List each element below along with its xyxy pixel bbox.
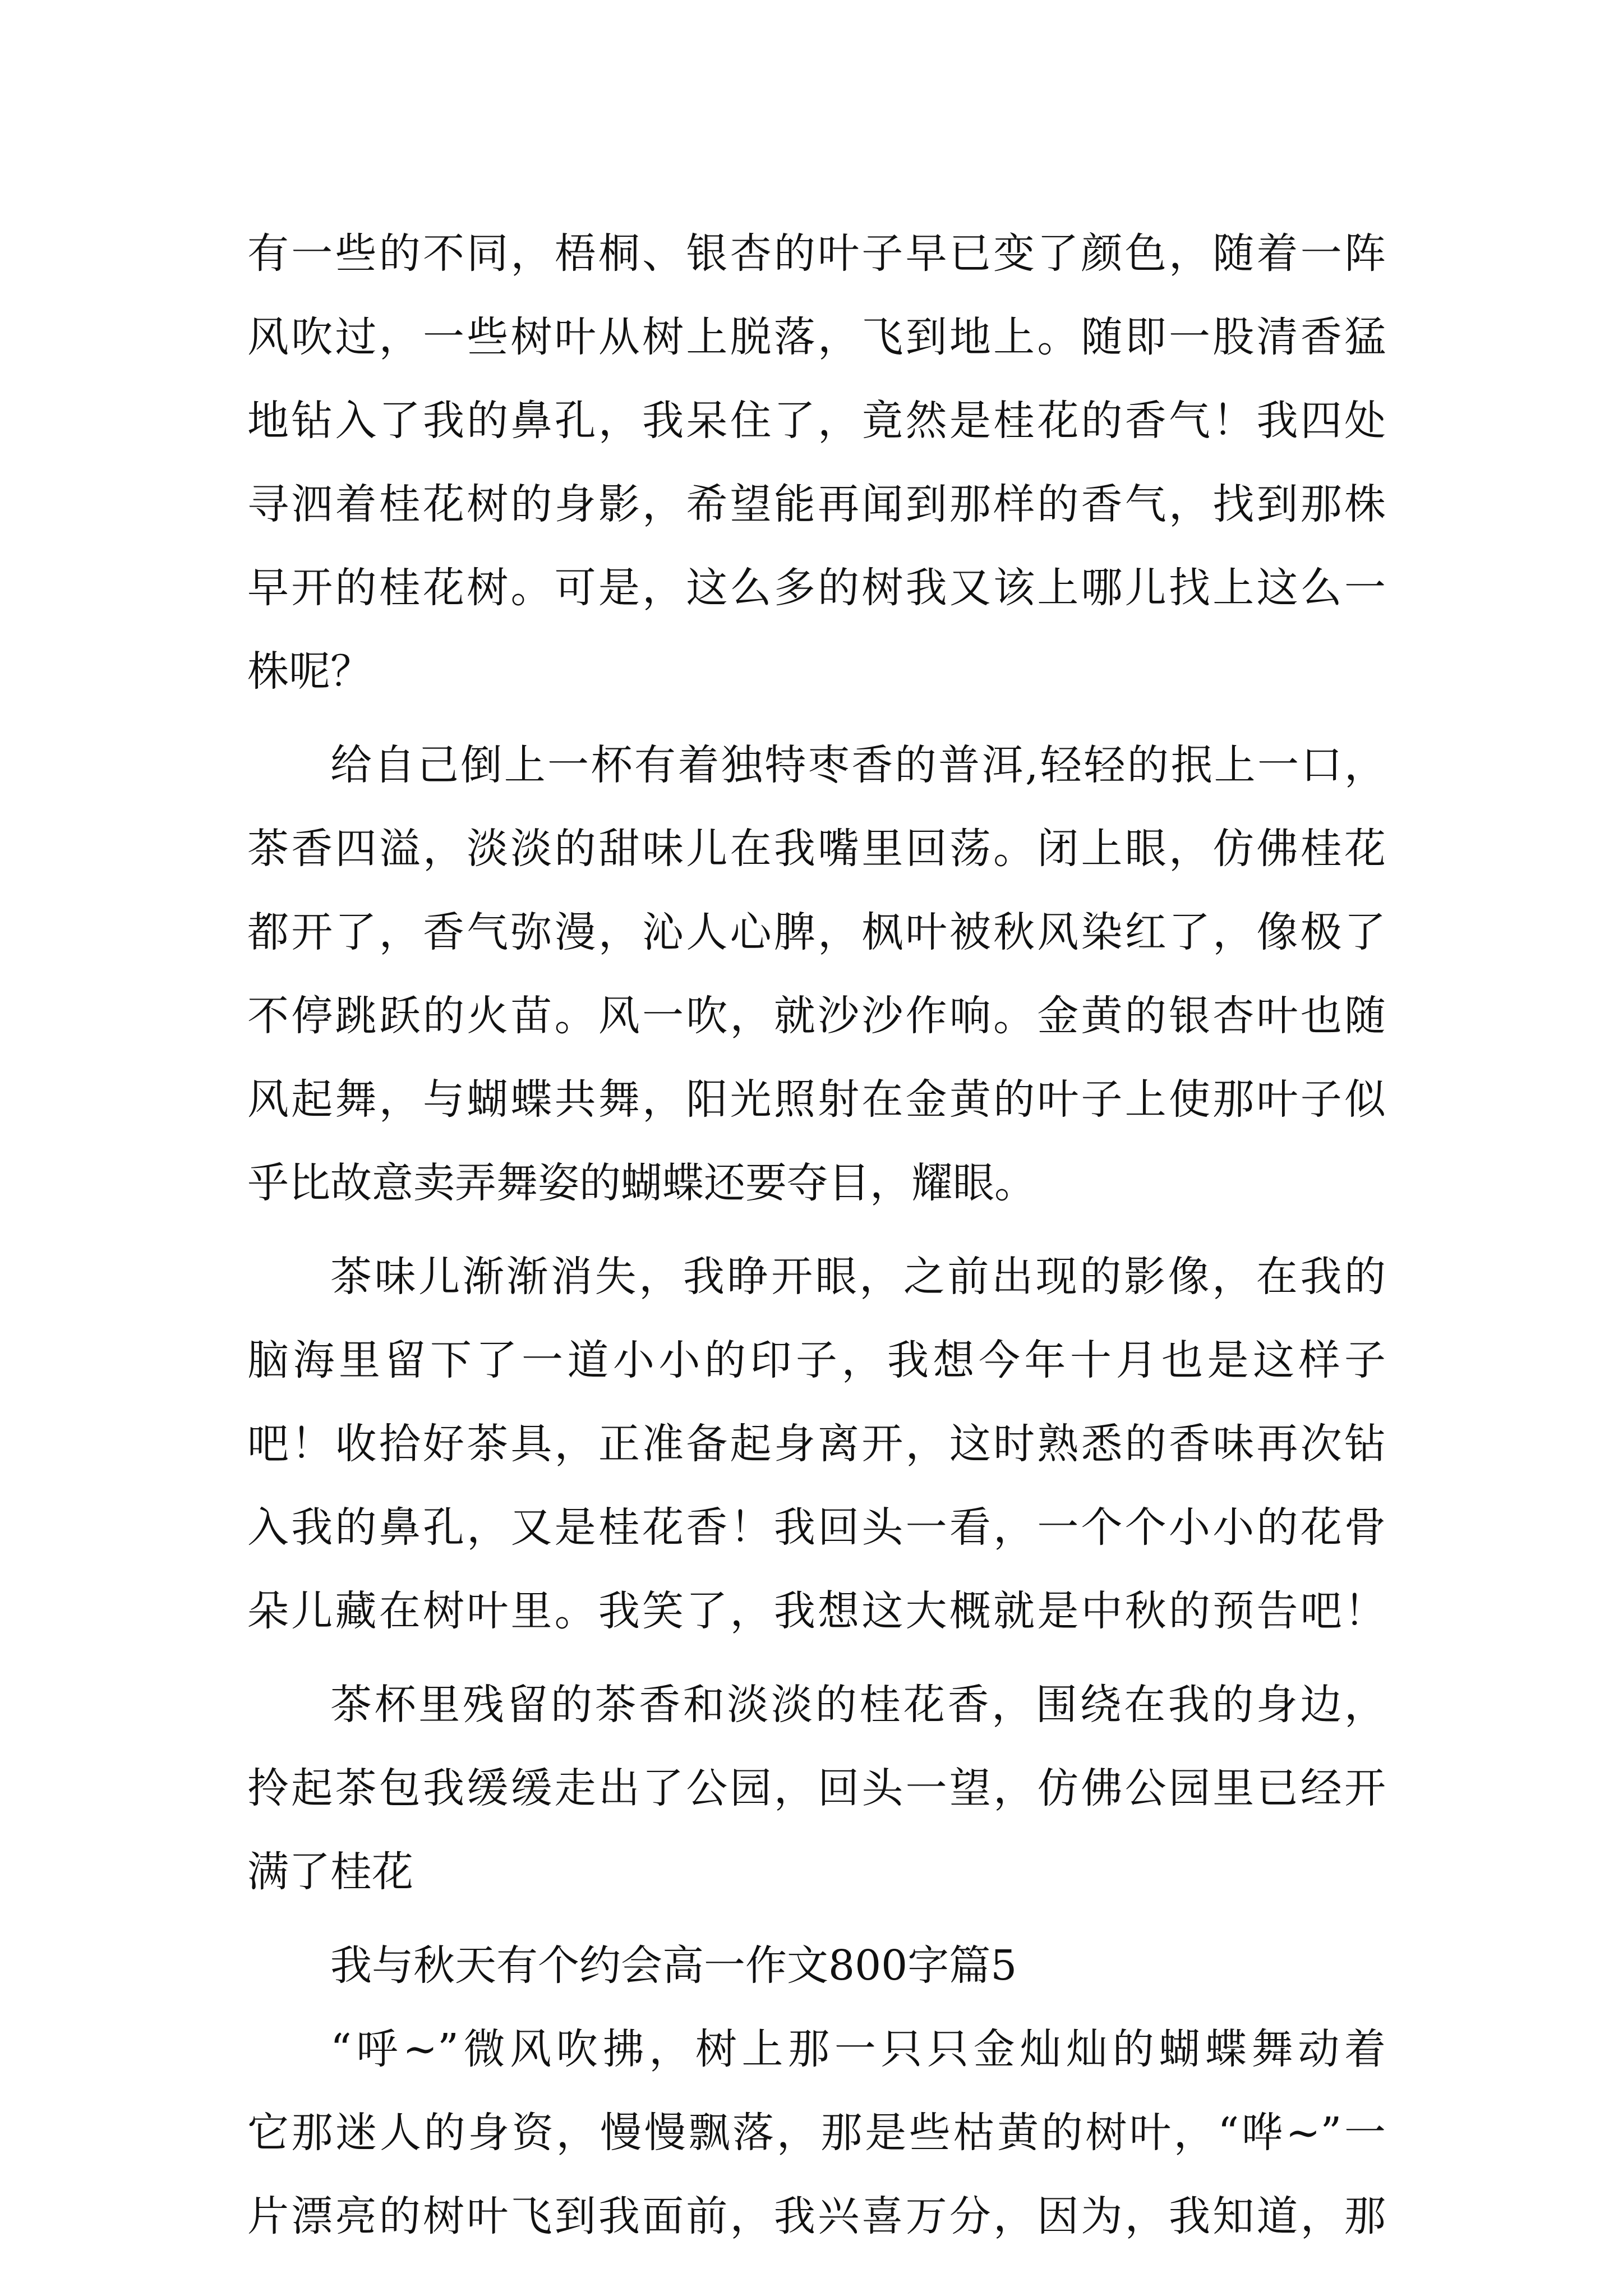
paragraph	[247, 724, 1386, 1225]
text-line: 风起舞，与蝴蝶共舞，阳光照射在金黄的叶子上使那叶子似	[247, 1075, 1386, 1124]
text-line: 满了桂花	[247, 1848, 413, 1896]
paragraph	[247, 212, 1386, 714]
text-line: 入我的鼻孔，又是桂花香！我回头一看，一个个小小的花骨	[247, 1503, 1386, 1552]
text-line: 给自己倒上一杯有着独特枣香的普洱,轻轻的抿上一口，	[330, 741, 1386, 789]
text-line: 不停跳跃的火苗。风一吹，就沙沙作响。金黄的银杏叶也随	[247, 992, 1386, 1040]
text-line: 拎起茶包我缓缓走出了公园，回头一望，仿佛公园里已经开	[247, 1764, 1386, 1812]
text-line: 朵儿藏在树叶里。我笑了，我想这大概就是中秋的预告吧！	[247, 1587, 1386, 1635]
heading-text: 我与秋天有个约会高一作文800字篇5	[330, 1941, 1017, 1990]
text-line: 茶香四溢，淡淡的甜味儿在我嘴里回荡。闭上眼，仿佛桂花	[247, 825, 1386, 873]
text-line: 有一些的不同，梧桐、银杏的叶子早已变了颜色，随着一阵	[247, 229, 1386, 278]
text-line: 片漂亮的树叶飞到我面前，我兴喜万分，因为，我知道，那	[247, 2192, 1386, 2240]
text-line: “呼~”微风吹拂，树上那一只只金灿灿的蝴蝶舞动着	[330, 2025, 1386, 2073]
paragraph	[247, 2008, 1386, 2258]
text-line: 脑海里留下了一道小小的印子，我想今年十月也是这样子	[247, 1336, 1386, 1384]
text-line: 风吹过，一些树叶从树上脱落，飞到地上。随即一股清香猛	[247, 313, 1386, 361]
section-heading	[247, 1924, 1386, 2008]
text-line: 都开了，香气弥漫，沁人心脾，枫叶被秋风染红了，像极了	[247, 908, 1386, 956]
text-line: 吧！收拾好茶具，正准备起身离开，这时熟悉的香味再次钻	[247, 1420, 1386, 1468]
document-body	[247, 212, 1386, 2258]
text-line: 株呢？	[247, 647, 372, 696]
paragraph	[247, 1663, 1386, 1914]
text-line: 地钻入了我的鼻孔，我呆住了，竟然是桂花的香气！我四处	[247, 397, 1386, 445]
text-line: 它那迷人的身资，慢慢飘落，那是些枯黄的树叶，“哗~”一	[247, 2109, 1386, 2157]
text-line: 寻泗着桂花树的身影，希望能再闻到那样的香气，找到那株	[247, 480, 1386, 528]
text-line: 茶杯里残留的茶香和淡淡的桂花香，围绕在我的身边，	[330, 1681, 1386, 1729]
text-line: 茶味儿渐渐消失，我睁开眼，之前出现的影像，在我的	[330, 1253, 1386, 1301]
text-line: 早开的桂花树。可是，这么多的树我又该上哪儿找上这么一	[247, 564, 1386, 612]
paragraph	[247, 1235, 1386, 1653]
text-line: 乎比故意卖弄舞姿的蝴蝶还要夺目，耀眼。	[247, 1159, 1036, 1207]
